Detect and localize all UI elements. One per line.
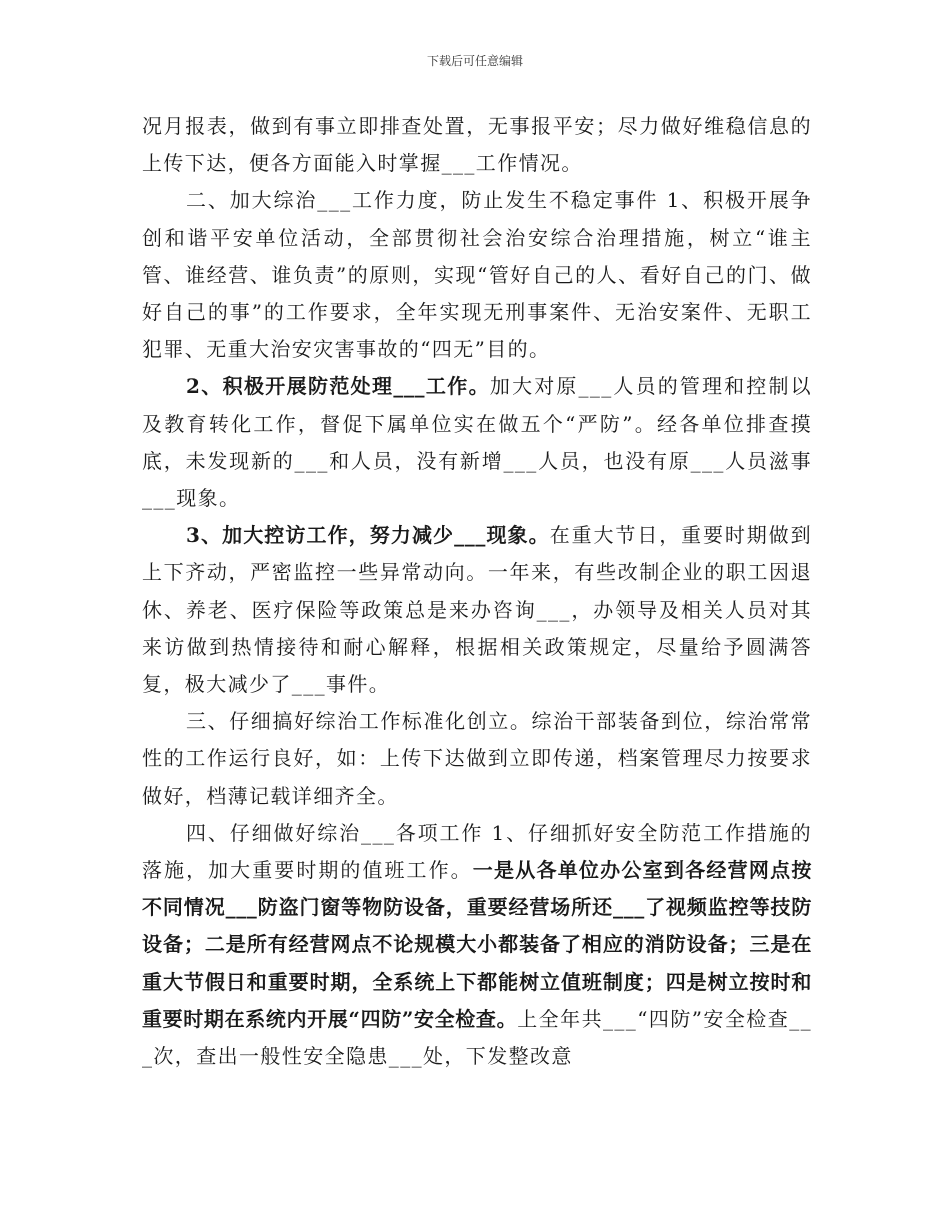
paragraph-text: 三、仔细搞好综治工作标准化创立。综治干部装备到位，综治常常性的工作运行良好，如：上传下达做到立即传递，档案管理尽力按要求做好，档薄记载详细齐全。 (142, 709, 812, 808)
paragraph-3 (142, 368, 812, 517)
paragraph-heading: 3、加大控访工作，努力减少___现象。 (186, 523, 550, 548)
paragraph-text: 加大对原___人员的管理和控制以及教育转化工作，督促下属单位实在做五个“严防”。经各单位排查摸底，未发现新的___和人员，没有新增___人员，也没有原___人员滋事___现象。 (142, 374, 812, 511)
paragraph-text: 况月报表，做到有事立即排查处置，无事报平安；尽力做好维稳信息的上传下达，便各方面能入时掌握___工作情况。 (142, 114, 812, 176)
paragraph-5 (142, 703, 812, 815)
paragraph-text: 在重大节日，重要时期做到上下齐动，严密监控一些异常动向。一年来，有些改制企业的职工因退休、养老、医疗保险等政策总是来办咨询___，办领导及相关人员对其来访做到热情接待和耐心解释，根据相关政策规定，尽量给予圆满答复，极大减少了___事件。 (142, 523, 812, 697)
paragraph-text: 上全年共___“四防”安全检查___次，查出一般性安全隐患___处，下发整改意 (142, 1006, 812, 1069)
document-body (142, 108, 812, 1075)
paragraph-6 (142, 815, 812, 1075)
paragraph-4 (142, 517, 812, 703)
paragraph-emphasis: 一是从各单位办公室到各经营网点按不同情况___防盗门窗等物防设备，重要经营场所还___了视频监控等技防设备；二是所有经营网点不论规模大小都装备了相应的消防设备；三是在重大节假日和重要时期，全系统上下都能树立值班制度；四是树立按时和重要时期在系统内开展“四防”安全检查。 (142, 858, 812, 1031)
paragraph-heading: 2、积极开展防范处理___工作。 (186, 374, 490, 399)
page-header: 下载后可任意编辑 (426, 54, 523, 68)
paragraph-text: 四、仔细做好综治___各项工作 1、仔细抓好安全防范工作措施的落施，加大重要时期的值班工作。 (142, 820, 812, 883)
paragraph-2 (142, 182, 812, 368)
paragraph-1 (142, 108, 812, 182)
paragraph-text: 二、加大综治___工作力度，防止发生不稳定事件 1、积极开展争创和谐平安单位活动，全部贯彻社会治安综合治理措施，树立“谁主管、谁经营、谁负责”的原则，实现“管好自己的人、看好自己的门、做好自己的事”的工作要求，全年实现无刑事案件、无治安案件、无职工犯罪、无重大治安灾害事故的“四无”目的。 (142, 188, 812, 362)
